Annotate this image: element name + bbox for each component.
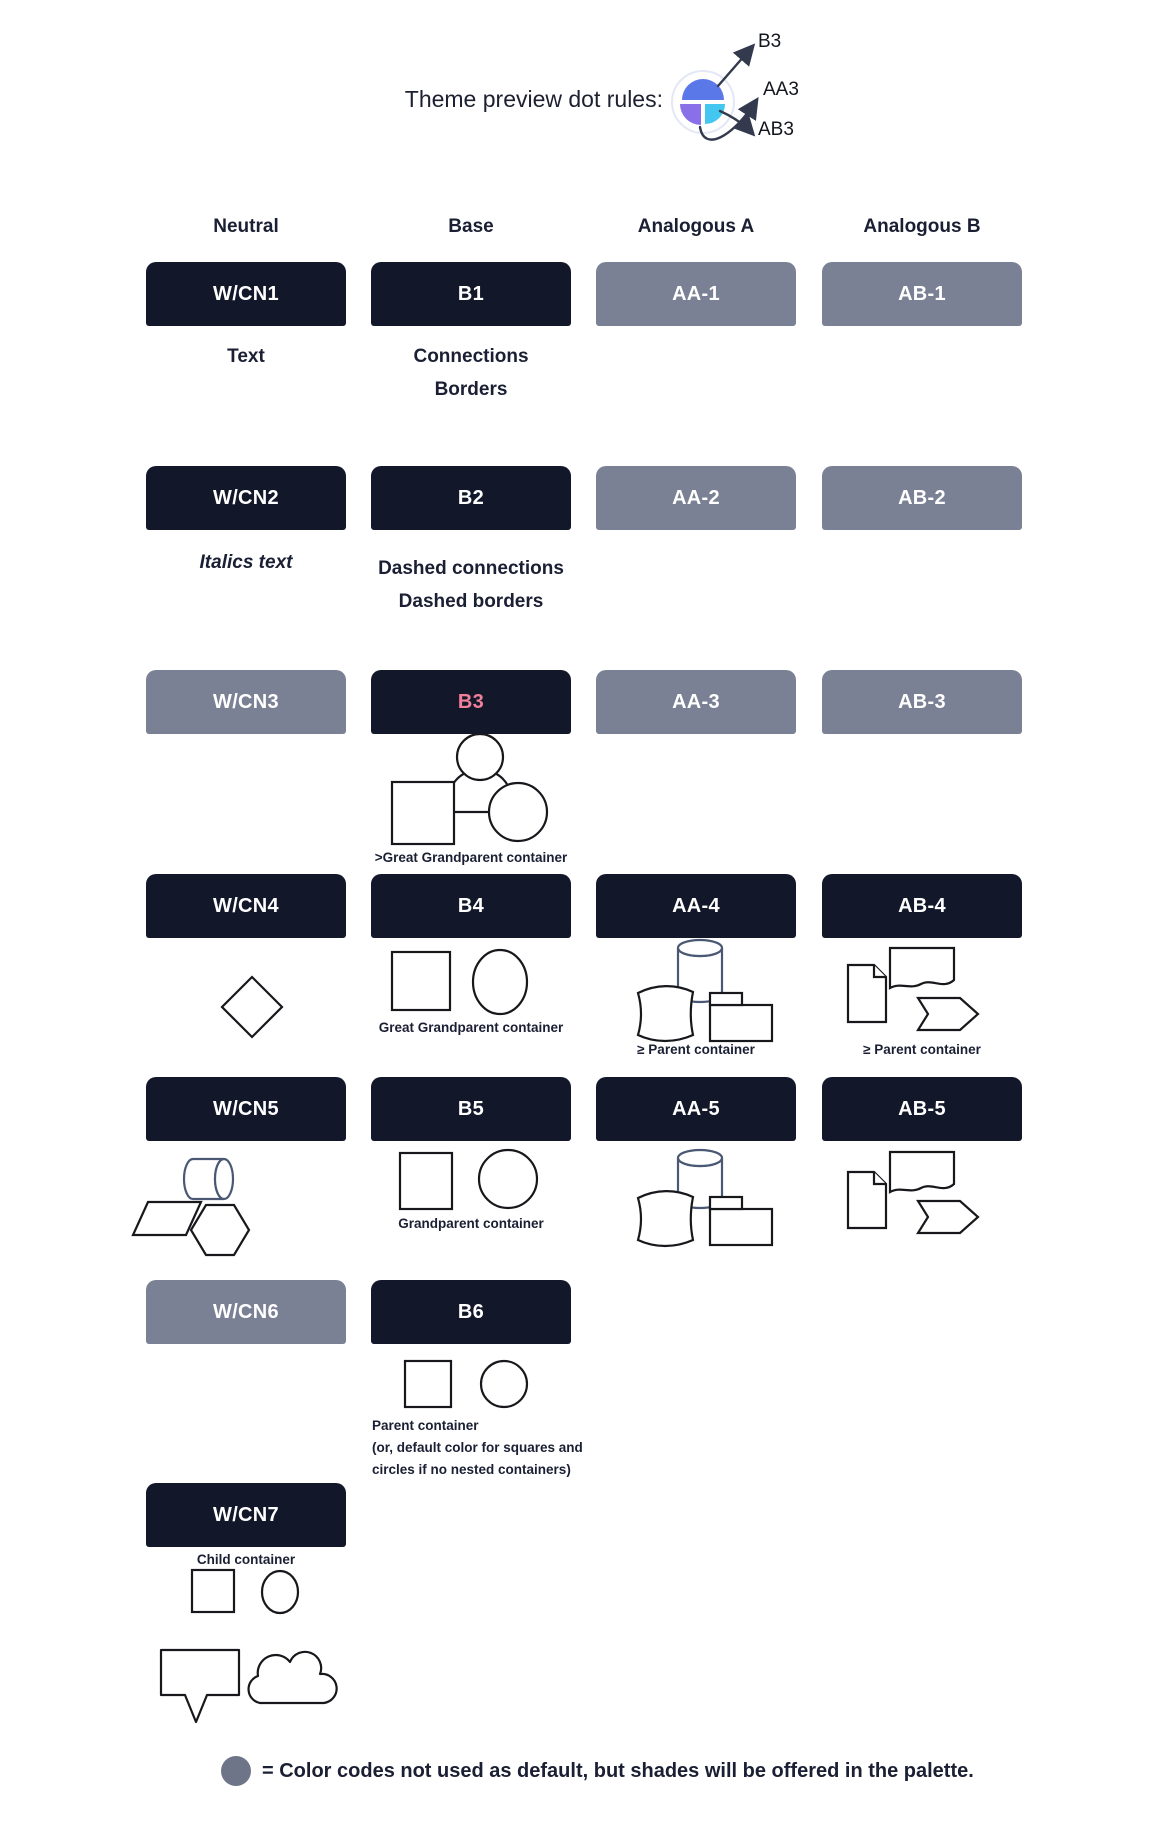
circle-shape [489, 783, 547, 841]
swatch-ab3-label: AB-3 [898, 690, 946, 713]
swatch-aa2-label: AA-2 [672, 486, 720, 509]
swatch-b4 [371, 874, 571, 938]
swatch-wcn2 [146, 466, 346, 530]
b4-illustration [385, 945, 535, 1020]
swatch-ab4-label: AB-4 [898, 894, 946, 917]
column-header-neutral: Neutral [213, 216, 279, 237]
folder-tab-shape [710, 1197, 742, 1209]
column-header-analogous-b: Analogous B [863, 216, 981, 237]
circle-shape [262, 1571, 298, 1613]
swatch-wcn6 [146, 1280, 346, 1344]
column-header-base: Base [448, 216, 494, 237]
caption-wcn7: Child container [196, 1552, 296, 1567]
ab5-illustration [835, 1145, 995, 1245]
speech-bubble-shape [161, 1650, 239, 1722]
swatch-aa4-label: AA-4 [672, 894, 720, 917]
square-shape [392, 782, 454, 844]
dot-rule-label-b3: B3 [758, 31, 782, 52]
square-shape [192, 1570, 234, 1612]
person-head-shape [457, 734, 503, 780]
swatch-wcn3-label: W/CN3 [213, 690, 279, 713]
caption-dashed-borders: Dashed borders [398, 591, 544, 612]
swatch-aa3-label: AA-3 [672, 690, 720, 713]
wavy-document-shape [890, 948, 954, 988]
circle-shape [481, 1361, 527, 1407]
ab4-illustration [835, 940, 995, 1040]
caption-b4-shapes: Great Grandparent container [378, 1020, 564, 1035]
chevron-arrow-shape [918, 998, 978, 1030]
dot-rule-label-aa3: AA3 [763, 79, 799, 100]
swatch-wcn4-label: W/CN4 [213, 894, 279, 917]
swatch-b1 [371, 262, 571, 326]
swatch-b3-label: B3 [457, 690, 485, 713]
swatch-wcn7 [146, 1483, 346, 1547]
stored-data-shape [638, 1191, 693, 1246]
footer-note: = Color codes not used as default, but shades will be offered in the palette. [262, 1760, 974, 1782]
stored-data-shape [638, 986, 693, 1041]
swatch-b6-label: B6 [457, 1300, 485, 1323]
caption-ab4-shapes: ≥ Parent container [863, 1042, 981, 1057]
caption-b3-shapes: >Great Grandparent container [374, 850, 568, 865]
caption-text: Text [227, 346, 265, 367]
page-title: Theme preview dot rules: [404, 86, 663, 112]
caption-b6-line2: (or, default color for squares and [372, 1440, 583, 1455]
swatch-wcn6-label: W/CN6 [213, 1300, 279, 1323]
swatch-b6 [371, 1280, 571, 1344]
square-shape [392, 952, 450, 1010]
swatch-aa4 [596, 874, 796, 938]
column-header-analogous-a: Analogous A [637, 216, 755, 237]
swatch-ab1 [822, 262, 1022, 326]
swatch-wcn3 [146, 670, 346, 734]
swatch-wcn5-label: W/CN5 [213, 1097, 279, 1120]
b3-illustration [380, 720, 570, 848]
b5-illustration [395, 1145, 540, 1217]
caption-italics-text: Italics text [199, 552, 293, 573]
dot-rule-label-ab3: AB3 [758, 119, 794, 140]
document-fold-line [874, 965, 886, 977]
swatch-ab1-label: AB-1 [898, 282, 946, 305]
caption-dashed-connections: Dashed connections [378, 558, 564, 579]
chevron-arrow-shape [918, 1201, 978, 1233]
wcn5-illustration [125, 1150, 265, 1260]
cylinder-top-shape [678, 1150, 722, 1166]
aa5-illustration [630, 1145, 780, 1257]
b6-illustration [395, 1355, 540, 1415]
swatch-wcn2-label: W/CN2 [213, 486, 279, 509]
hexagon-shape [191, 1205, 249, 1255]
swatch-ab5-label: AB-5 [898, 1097, 946, 1120]
diamond-shape [222, 977, 282, 1037]
caption-connections: Connections [413, 346, 529, 367]
bubble-cloud-illustration [148, 1638, 348, 1730]
swatch-ab3 [822, 670, 1022, 734]
swatch-b4-label: B4 [457, 894, 485, 917]
swatch-b1-label: B1 [457, 282, 485, 305]
swatch-b2 [371, 466, 571, 530]
arrow-to-b3 [718, 47, 752, 86]
folder-tab-shape [710, 993, 742, 1005]
wcn4-illustration [220, 975, 285, 1040]
swatch-wcn5 [146, 1077, 346, 1141]
swatch-ab2 [822, 466, 1022, 530]
swatch-wcn4 [146, 874, 346, 938]
circle-shape [473, 950, 527, 1014]
wcn7-illustration [185, 1562, 310, 1617]
cloud-shape [249, 1652, 337, 1703]
cylinder-top-shape [678, 940, 722, 956]
swatch-aa5-label: AA-5 [672, 1097, 720, 1120]
swatch-wcn7-label: W/CN7 [213, 1503, 279, 1526]
caption-borders: Borders [434, 379, 508, 400]
swatch-b5-label: B5 [457, 1097, 485, 1120]
swatch-ab5 [822, 1077, 1022, 1141]
caption-b6-line3: circles if no nested containers) [372, 1462, 571, 1477]
swatch-ab4 [822, 874, 1022, 938]
caption-aa4-shapes: ≥ Parent container [637, 1042, 755, 1057]
caption-b6-line1: Parent container [372, 1418, 479, 1433]
circle-shape [479, 1150, 537, 1208]
folder-body-shape [710, 1209, 772, 1245]
swatch-aa1 [596, 262, 796, 326]
swatch-aa5 [596, 1077, 796, 1141]
folder-body-shape [710, 1005, 772, 1041]
swatch-wcn1-label: W/CN1 [213, 282, 279, 305]
square-shape [405, 1361, 451, 1407]
square-shape [400, 1153, 452, 1209]
swatch-aa2 [596, 466, 796, 530]
swatch-aa1-label: AA-1 [672, 282, 720, 305]
swatch-b2-label: B2 [457, 486, 485, 509]
swatch-b5 [371, 1077, 571, 1141]
swatch-wcn1 [146, 262, 346, 326]
swatch-aa3 [596, 670, 796, 734]
swatch-ab2-label: AB-2 [898, 486, 946, 509]
wavy-document-shape [890, 1152, 954, 1192]
horizontal-cylinder-cap-shape [215, 1159, 233, 1199]
caption-b5-shapes: Grandparent container [398, 1216, 544, 1231]
gray-dot-icon [221, 1756, 251, 1786]
